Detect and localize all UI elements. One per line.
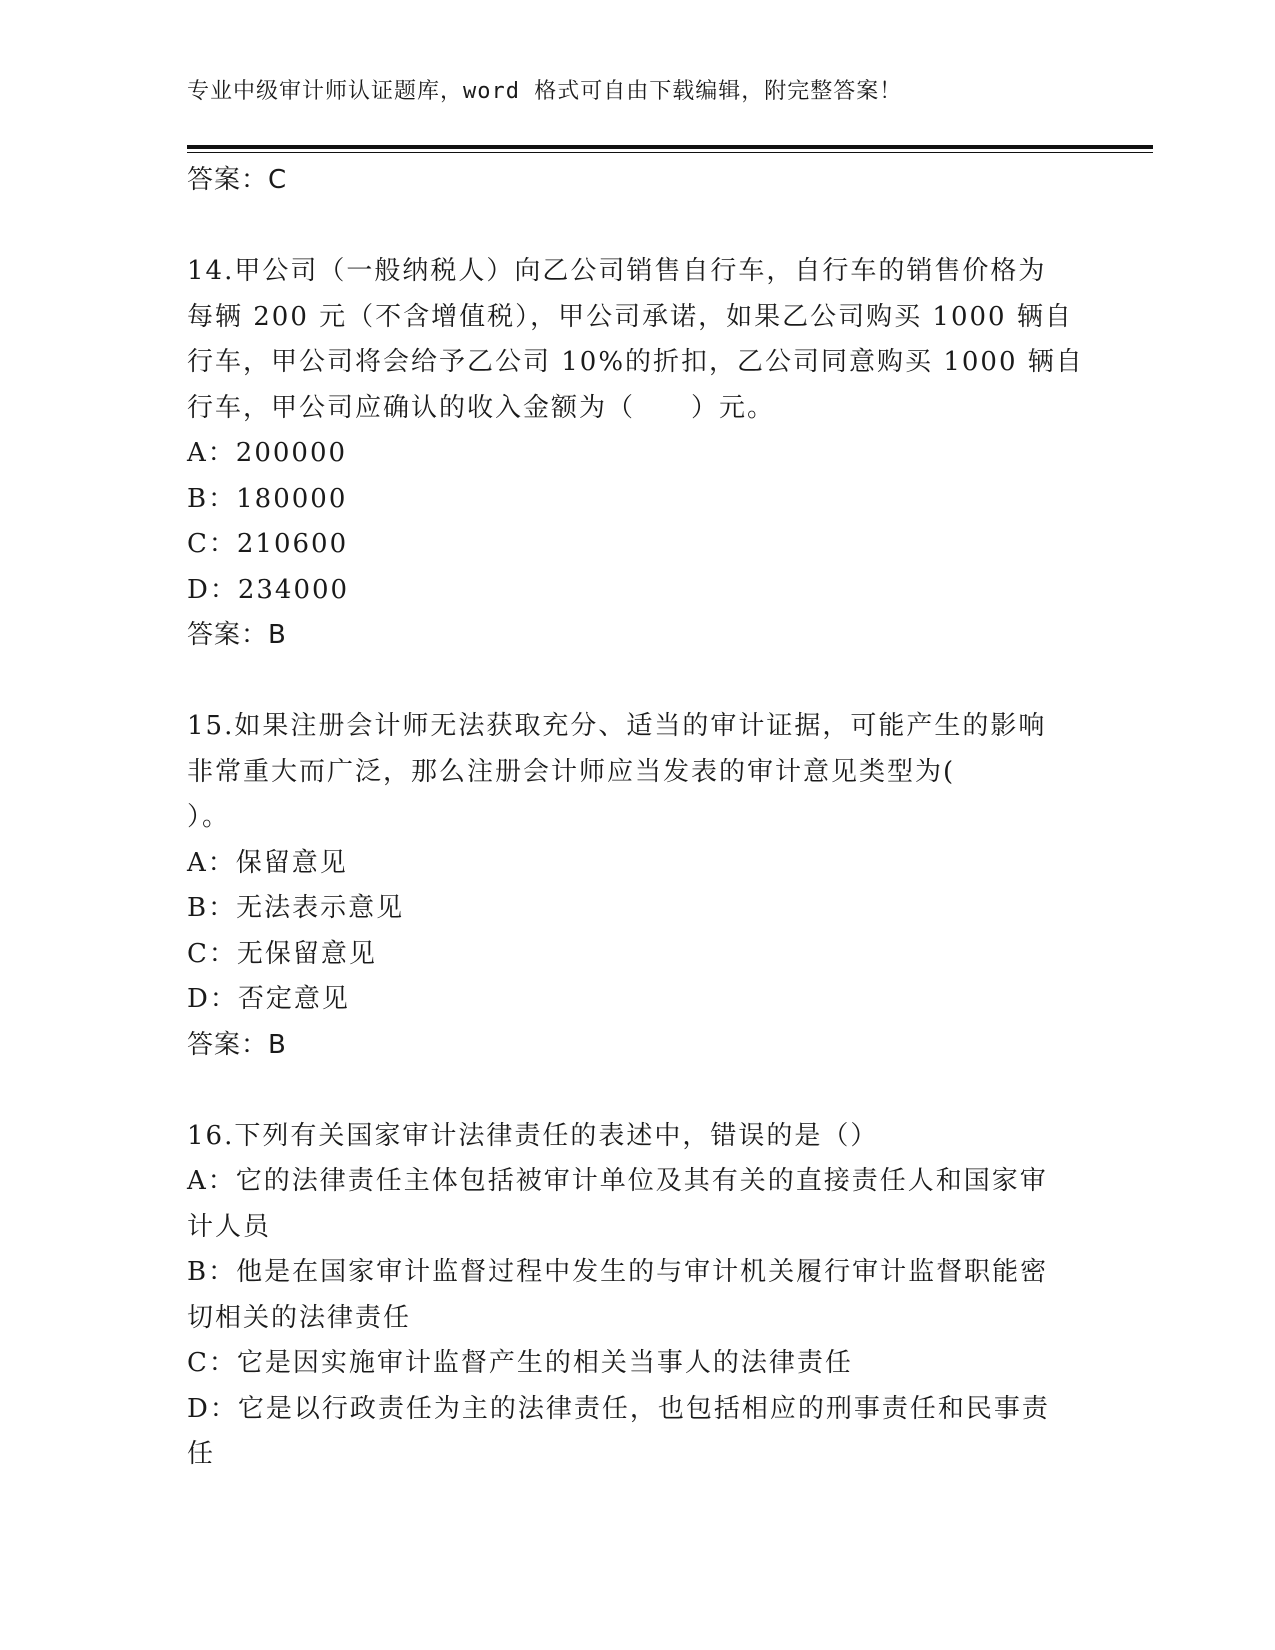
option-b-line: B：他是在国家审计监督过程中发生的与审计机关履行审计监督职能密 [187,1257,1049,1287]
spacer [187,659,1087,705]
option-a-line: 计人员 [187,1211,272,1242]
option-c-line: C：它是因实施审计监督产生的相关当事人的法律责任 [187,1348,853,1378]
question-text-line: 16.下列有关国家审计法律责任的表述中，错误的是（） [187,1120,879,1151]
option-c: C：无保留意见 [187,938,377,969]
page-header: 专业中级审计师认证题库，word 格式可自由下载编辑，附完整答案！ [187,79,903,104]
question-text-line: 每辆 200 元（不含增值税），甲公司承诺，如果乙公司购买 1000 辆自 [187,301,1073,332]
option-d: D：否定意见 [187,984,350,1014]
question-text-line: 非常重大而广泛，那么注册会计师应当发表的审计意见类型为( [187,756,956,787]
option-a-line: A：它的法律责任主体包括被审计单位及其有关的直接责任人和国家审 [187,1166,1048,1196]
question-text-line: ）。 [187,802,231,832]
header-rule-thick [187,145,1153,149]
question-text-line: 14.甲公司（一般纳税人）向乙公司销售自行车，自行车的销售价格为 [187,256,1047,286]
answer-line: 答案：B [187,1029,287,1060]
question-14 [187,249,1087,659]
option-d-line: D：它是以行政责任为主的法律责任，也包括相应的刑事责任和民事责 [187,1393,1050,1424]
spacer [187,204,1087,250]
option-b: B：无法表示意见 [187,893,405,923]
option-b-line: 切相关的法律责任 [187,1302,412,1333]
header-rule-thin [187,152,1153,153]
question-16 [187,1114,1087,1478]
option-a: A：200000 [187,438,348,468]
question-15 [187,704,1087,1068]
option-d-line: 任 [187,1439,216,1469]
question-text-line: 行车，甲公司将会给予乙公司 10%的折扣，乙公司同意购买 1000 辆自 [187,347,1084,377]
answer-line: 答案：C [187,165,288,195]
spacer [187,1068,1087,1114]
option-c: C：210600 [187,529,349,559]
option-a: A：保留意见 [187,847,348,878]
question-text-line: 行车，甲公司应确认的收入金额为（ ）元。 [187,392,776,423]
answer-line: 答案：B [187,620,287,650]
question-text-line: 15.如果注册会计师无法获取充分、适当的审计证据，可能产生的影响 [187,711,1047,741]
question-content [187,158,1087,1478]
option-b: B：180000 [187,483,348,514]
option-d: D：234000 [187,574,350,605]
